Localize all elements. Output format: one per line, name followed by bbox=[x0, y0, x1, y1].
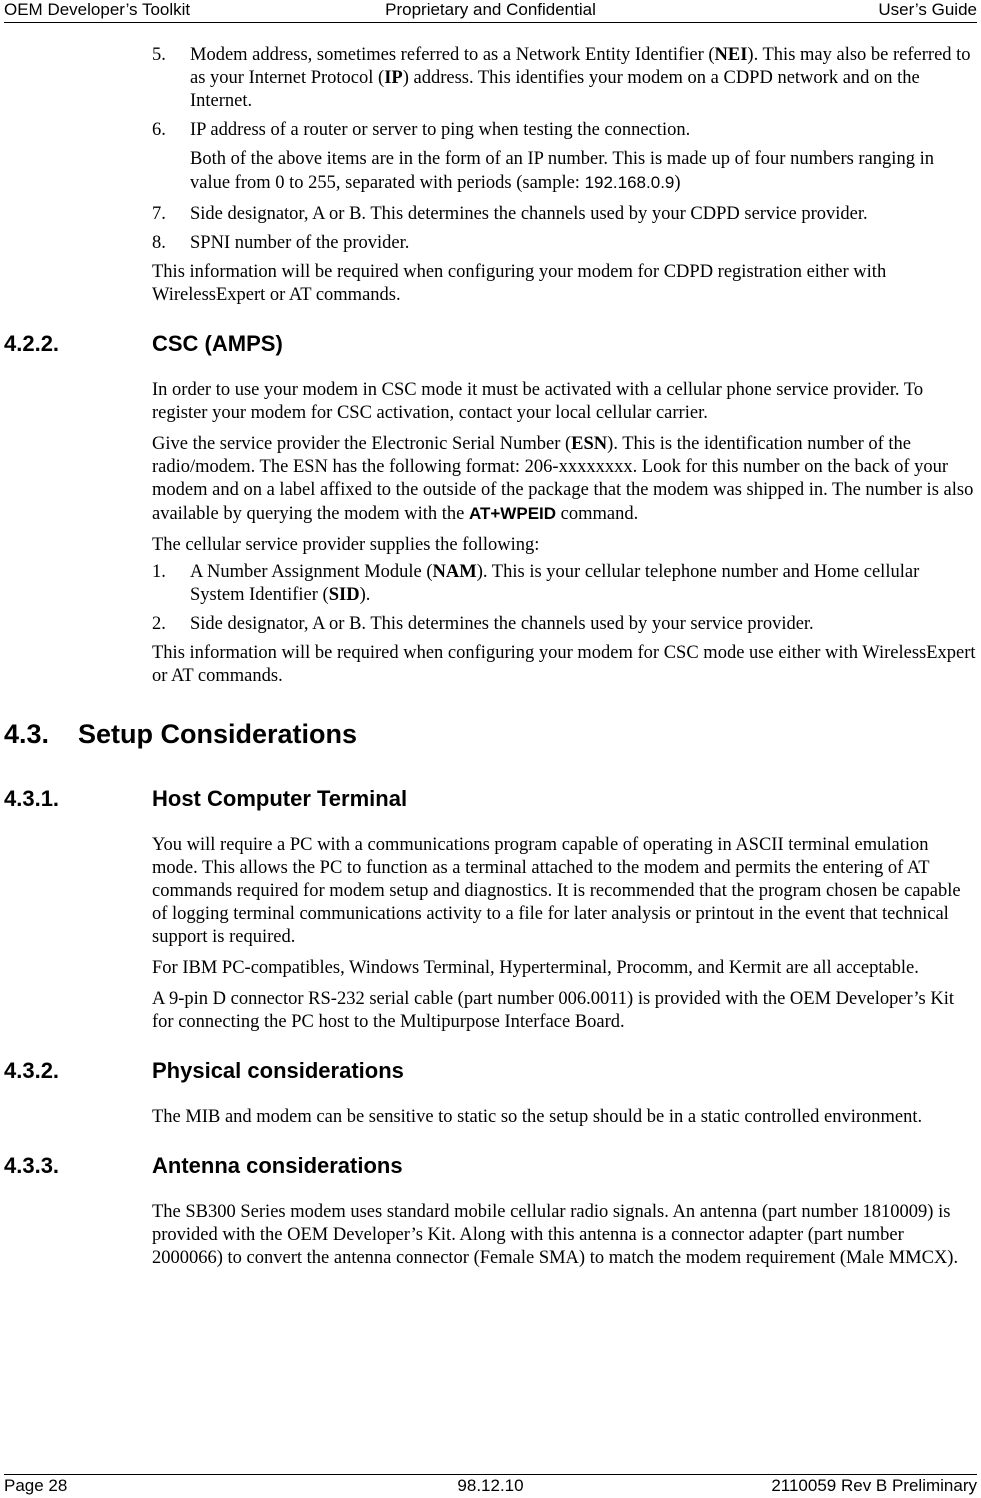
section-title: Host Computer Terminal bbox=[152, 786, 408, 811]
csc-paragraph-3: The cellular service provider supplies the following: bbox=[152, 535, 540, 555]
esn-term: ESN bbox=[571, 434, 608, 454]
nam-term: NAM bbox=[432, 562, 477, 582]
section-heading-4-2-2 bbox=[4, 331, 978, 357]
list-item-number: 6. bbox=[152, 120, 166, 140]
page-body bbox=[4, 44, 978, 1278]
footer-date: 98.12.10 bbox=[457, 1476, 524, 1495]
cdpd-list bbox=[152, 44, 978, 142]
list-item: 6. IP address of a router or server to ping when testing the connection. bbox=[152, 120, 691, 140]
list-item-number: 8. bbox=[152, 233, 166, 253]
list-item-number: 5. bbox=[152, 45, 166, 65]
section-heading-4-3-2 bbox=[4, 1058, 978, 1084]
cdpd-closing-paragraph: This information will be required when configuring your modem for CDPD registration either with WirelessExpert or AT commands. bbox=[152, 262, 887, 305]
host-paragraph-2: For IBM PC-compatibles, Windows Terminal, Hyperterminal, Procomm, and Kermit are all acceptable. bbox=[152, 958, 919, 978]
ip-note: Both of the above items are in the form of an IP number. This is made up of four numbers ranging in value from 0 to 255, separated with periods (sample: 192.168.0.9) bbox=[190, 149, 934, 193]
ip-sample: 192.168.0.9 bbox=[584, 173, 675, 192]
list-item: 1. A Number Assignment Module (NAM). This is your cellular telephone number and Home cellular System Identifier (SID). bbox=[152, 562, 920, 605]
list-item: 8. SPNI number of the provider. bbox=[152, 233, 410, 253]
page-header bbox=[4, 0, 977, 23]
csc-paragraph-1: In order to use your modem in CSC mode it must be activated with a cellular phone service provider. To register your modem for CSC activation, contact your local cellular carrier. bbox=[152, 380, 924, 423]
section-title: Antenna considerations bbox=[152, 1153, 403, 1178]
antenna-paragraph: The SB300 Series modem uses standard mobile cellular radio signals. An antenna (part number 1810009) is provided with the OEM Developer’s Kit. Along with this antenna is a connector adapter (part number 2000066) to convert the antenna connector (Female SMA) to match the modem requirement (Male MMCX). bbox=[152, 1202, 959, 1268]
header-right: User’s Guide bbox=[878, 0, 977, 19]
section-number: 4.3.1. bbox=[4, 786, 60, 811]
header-left: OEM Developer’s Toolkit bbox=[4, 0, 191, 19]
header-center: Proprietary and Confidential bbox=[385, 0, 596, 19]
section-title: CSC (AMPS) bbox=[152, 331, 283, 356]
at-command: AT+WPEID bbox=[468, 504, 557, 523]
list-item-number: 1. bbox=[152, 562, 166, 582]
section-heading-4-3-1 bbox=[4, 786, 978, 812]
host-paragraph-1: You will require a PC with a communications program capable of operating in ASCII terminal emulation mode. This allows the PC to function as a terminal attached to the modem and permits the entering of AT commands required for modem setup and diagnostics. It is recommended that the program chosen be capable of logging terminal communications activity to a file for later analysis or printout in the event that technical support is required. bbox=[152, 835, 961, 947]
cdpd-list-continued bbox=[152, 203, 978, 255]
list-item-number: 2. bbox=[152, 614, 166, 634]
csc-paragraph-2: Give the service provider the Electronic Serial Number (ESN). This is the identification number of the radio/modem. The ESN has the following format: 206-xxxxxxxx. Look for this number on the back of your modem and on a label affixed to the outside of the package that the modem was shipped in. The number is also available by querying the modem with the AT+WPEID command. bbox=[152, 434, 974, 524]
section-number: 4.3.2. bbox=[4, 1058, 60, 1083]
section-number: 4.3. bbox=[4, 719, 50, 749]
list-item: 7. Side designator, A or B. This determines the channels used by your CDPD service provider. bbox=[152, 204, 868, 224]
list-item-number: 7. bbox=[152, 204, 166, 224]
section-heading-4-3-3 bbox=[4, 1153, 978, 1179]
section-title: Setup Considerations bbox=[78, 719, 358, 749]
nei-term: NEI bbox=[714, 45, 748, 65]
footer-doc-id: 2110059 Rev B Preliminary bbox=[771, 1476, 977, 1495]
section-number: 4.3.3. bbox=[4, 1153, 60, 1178]
csc-list bbox=[152, 561, 978, 636]
host-paragraph-3: A 9-pin D connector RS-232 serial cable (part number 006.0011) is provided with the OEM Developer’s Kit for connecting the PC host to the Multipurpose Interface Board. bbox=[152, 989, 955, 1032]
page-footer bbox=[4, 1474, 977, 1498]
footer-page-number: Page 28 bbox=[4, 1476, 68, 1495]
section-title: Physical considerations bbox=[152, 1058, 404, 1083]
csc-closing-paragraph: This information will be required when configuring your modem for CSC mode use either with WirelessExpert or AT commands. bbox=[152, 643, 976, 686]
sid-term: SID bbox=[328, 585, 360, 605]
section-heading-4-3 bbox=[4, 718, 978, 750]
list-item: 5. Modem address, sometimes referred to as a Network Entity Identifier (NEI). This may also be referred to as your Internet Protocol (IP) address. This identifies your modem on a CDPD network and on the Internet. bbox=[152, 45, 971, 111]
physical-paragraph: The MIB and modem can be sensitive to static so the setup should be in a static controlled environment. bbox=[152, 1107, 923, 1127]
list-item: 2. Side designator, A or B. This determines the channels used by your service provider. bbox=[152, 614, 814, 634]
ip-term: IP bbox=[384, 68, 403, 88]
section-number: 4.2.2. bbox=[4, 331, 60, 356]
